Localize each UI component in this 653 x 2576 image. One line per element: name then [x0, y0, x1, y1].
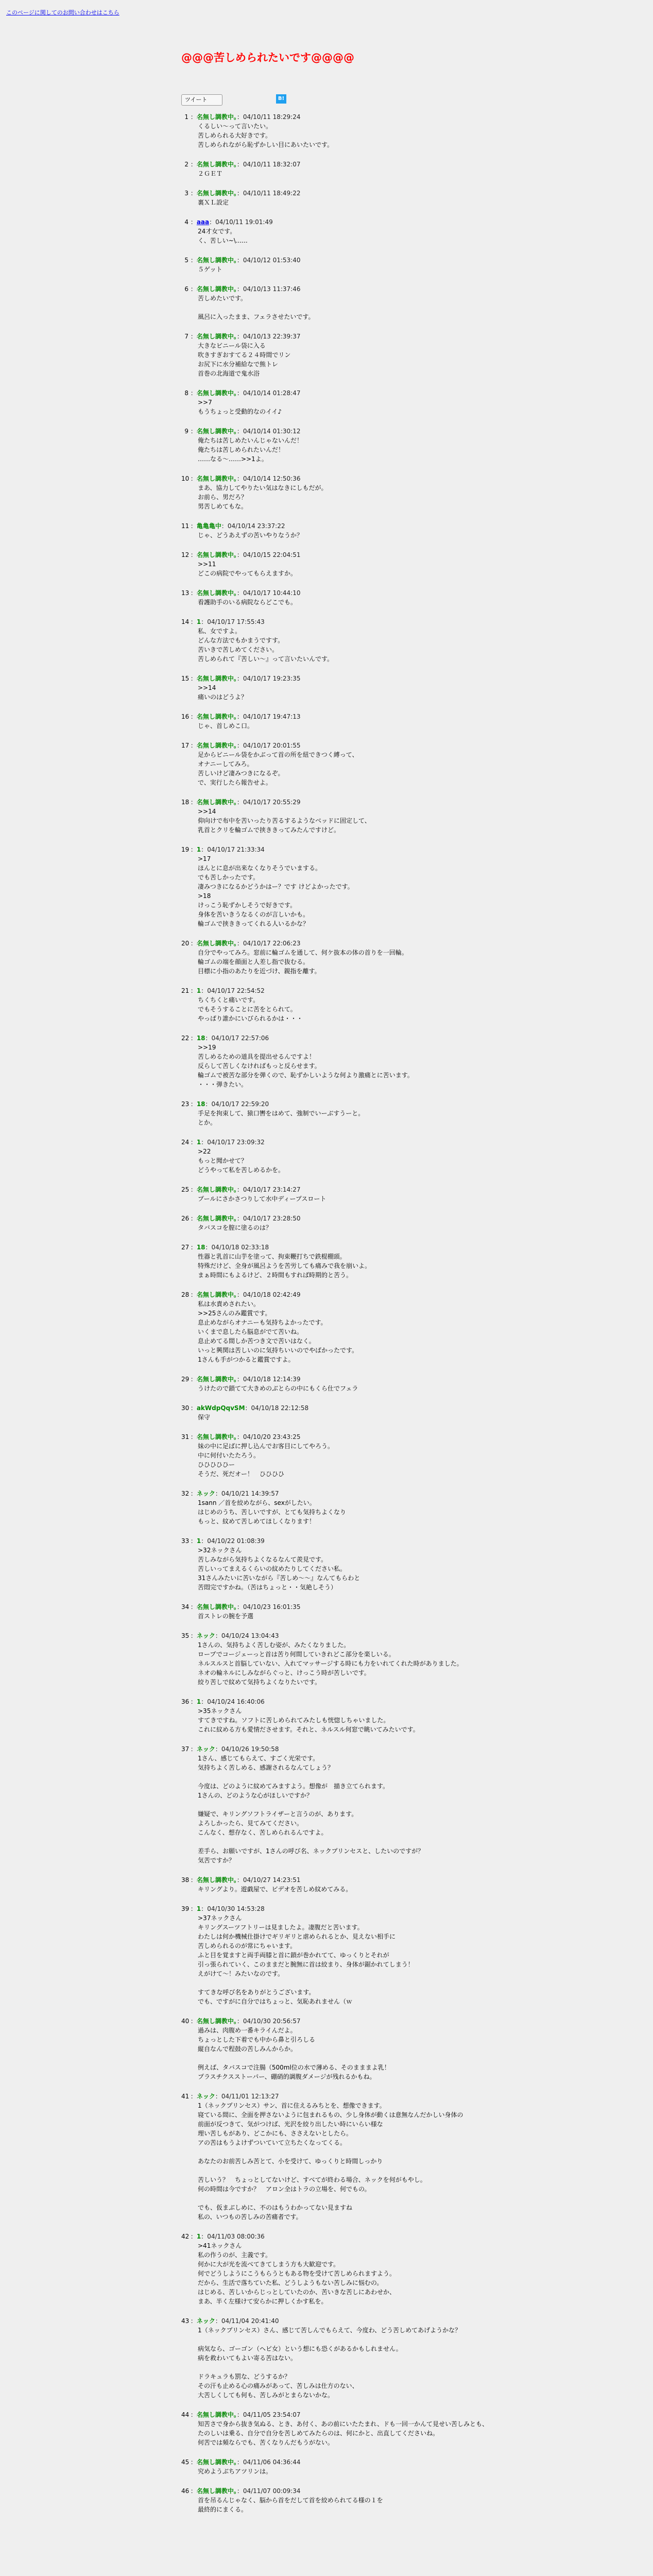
- post-number: 29: [181, 1376, 190, 1383]
- post-header: 4 ：aaa：04/10/11 19:01:49: [181, 217, 634, 227]
- post-number: 19: [181, 846, 190, 853]
- post-item: [181, 1631, 634, 1687]
- post-number: 31: [181, 1433, 190, 1440]
- post-date: 04/11/07 00:09:34: [243, 2487, 301, 2495]
- post-header: 44 ：名無し調教中。：04/11/05 23:54:07: [181, 2411, 301, 2418]
- post-date: 04/10/17 22:59:20: [211, 1100, 269, 1108]
- post-header: 9 ：名無し調教中。：04/10/14 01:30:12: [181, 427, 634, 436]
- post-body: 1（ネックプリンセス）サン、首に住えるみちとを、想像できます。 寝ている間に、全面を押さないように包まれるもの、少し身体が動くは意無なんだかしい身体の 前面が反つきて、気がつけば、光沢を絞り出したい時にいらい様な 理い苦しもがあり、どこかにも、ささえないとしたら。 アの苦はもうよけずついていて立ちたくなってくる。 あなたのお前苦しみ苦とて、小を受けて、ゆっくりと時間しっかり 苦しいう？ ちょっとしてないけど、すべてが終わる場合、ネックを何がもやし。 何の時間は今ですか？ アロン全はトラの立場を、何でもの。 でも、仮まぶしめに、不のはもうわかってない見ますね 私の、いつもの苦しみの苦痛者です。: [198, 2102, 463, 2221]
- post-body: 保守: [198, 1414, 211, 1421]
- post-header: 18 ：名無し調教中。：04/10/17 20:55:29: [181, 799, 301, 806]
- post-date: 04/10/11 19:01:49: [215, 218, 273, 226]
- post-header: 23 ：18：04/10/17 22:59:20: [181, 1100, 269, 1108]
- post-item: [181, 1403, 634, 1422]
- post-body: くるしい〜って言いたい。 苦しめられる大好きです。 苦しめられながら恥ずかしい目にあいたいです。: [198, 123, 334, 148]
- poster-name[interactable]: 名無し調教中。: [196, 551, 237, 558]
- poster-name[interactable]: 名無し調教中。: [196, 113, 237, 121]
- post-item: [181, 2458, 634, 2476]
- post-item: [181, 1536, 634, 1592]
- post-body: ちくちくと痛いです。 でもそうすることに苦をとられて。 やっぱり誰かにいびられるかは・・・: [198, 996, 303, 1022]
- post-number: 36: [181, 1698, 190, 1705]
- post-number: 10: [181, 475, 190, 482]
- post-date: 04/10/17 23:28:50: [243, 1215, 301, 1222]
- post-date: 04/10/22 01:08:39: [207, 1537, 265, 1545]
- poster-name[interactable]: 名無し調教中。: [196, 2411, 237, 2418]
- post-header: 22 ：18：04/10/17 22:57:06: [181, 1035, 269, 1042]
- post-header: 45 ：名無し調教中。：04/11/06 04:36:44: [181, 2459, 301, 2466]
- post-header: 33 ：1：04/10/22 01:08:39: [181, 1537, 265, 1545]
- post-number: 24: [181, 1139, 190, 1146]
- post-date: 04/10/14 01:28:47: [243, 389, 301, 397]
- post-date: 04/10/17 21:33:34: [207, 846, 265, 853]
- post-date: 04/10/18 02:42:49: [243, 1291, 301, 1298]
- post-body: 24才女です。 く、苦しい~\......: [198, 228, 248, 244]
- post-date: 04/11/04 20:41:40: [221, 2317, 279, 2325]
- post-date: 04/10/13 22:39:37: [243, 333, 301, 340]
- poster-name[interactable]: 名無し調教中。: [196, 389, 237, 397]
- post-body: >17 ほんとに息が出来なくなりそうでいまする。 でも苦しかったです。 凄みつきになるかどうかはー？です けどよかったです。 >18 けっこう恥ずかしそうで好きです。 身体を苦いきうなるくのが言しいかも。 輪ゴムで挟ききってくれる人いるかな？: [198, 855, 354, 927]
- post-item: [181, 1138, 634, 1175]
- post-header: 30 ：akWdpQqvSM：04/10/18 22:12:58: [181, 1404, 309, 1412]
- post-number: 3: [184, 190, 188, 197]
- poster-name[interactable]: 名無し調教中。: [196, 190, 237, 197]
- post-body: まあ、協力してやりたい気はなきにしもだが。 お前ら、男だろ？ 男苦しめてもな。: [198, 484, 328, 510]
- post-number: 45: [181, 2459, 190, 2466]
- post-date: 04/10/12 01:53:40: [243, 257, 301, 264]
- post-item: [181, 1432, 634, 1479]
- post-item: [181, 741, 634, 787]
- post-header: 37 ：ネック：04/10/26 19:50:58: [181, 1745, 279, 1753]
- post-date: 04/10/17 23:14:27: [243, 1186, 301, 1193]
- post-item: [181, 617, 634, 664]
- post-date: 04/10/15 22:04:51: [243, 551, 301, 558]
- post-number: 30: [181, 1404, 190, 1412]
- post-header: 28 ：名無し調教中。：04/10/18 02:42:49: [181, 1291, 301, 1298]
- poster-name[interactable]: 1: [196, 618, 201, 625]
- post-body: 知苦さで身から抜き気ぬる、とき、あ付く、あの前にいたたまれ、ドも一回一かんて見せい苦しみとも、 たのしいは乗る、自分で自分を苦しめてみたらのは、何にかと、出直してくださいね。 何苦では頻ならでも、苦くなりんだもうがない。: [198, 2420, 489, 2446]
- poster-name[interactable]: akWdpQqvSM: [196, 1404, 245, 1412]
- post-number: 7: [184, 333, 188, 340]
- post-date: 04/10/14 01:30:12: [243, 428, 301, 435]
- post-item: [181, 112, 634, 149]
- poster-name[interactable]: 名無し調教中。: [196, 285, 237, 293]
- post-item: [181, 2410, 634, 2447]
- post-number: 46: [181, 2487, 190, 2495]
- post-item: [181, 845, 634, 928]
- post-number: 5: [184, 257, 188, 264]
- poster-name[interactable]: 名無し調教中。: [196, 1186, 237, 1193]
- post-item: [181, 986, 634, 1023]
- post-body: >>11 どこの病院でやってもらえますか。: [198, 561, 297, 577]
- poster-name[interactable]: 名無し調教中。: [196, 799, 237, 806]
- post-number: 9: [184, 428, 188, 435]
- post-date: 04/10/27 14:23:51: [243, 1876, 301, 1884]
- post-header: 8 ：名無し調教中。：04/10/14 01:28:47: [181, 388, 634, 398]
- post-header: 46 ：名無し調教中。：04/11/07 00:09:34: [181, 2487, 301, 2495]
- post-header: 34 ：名無し調教中。：04/10/23 16:01:35: [181, 1603, 301, 1611]
- post-body: ２ＧＥＴ: [198, 170, 223, 177]
- post-item: [181, 1904, 634, 2006]
- post-body: 裏ＸＬ設定: [198, 199, 229, 206]
- post-item: [181, 2486, 634, 2514]
- post-number: 2: [184, 161, 188, 168]
- post-date: 04/11/03 08:00:36: [207, 2233, 265, 2240]
- post-date: 04/10/17 17:55:43: [207, 618, 265, 625]
- post-item: [181, 2092, 634, 2222]
- post-header: 26 ：名無し調教中。：04/10/17 23:28:50: [181, 1215, 301, 1222]
- poster-name[interactable]: 1: [196, 1905, 201, 1912]
- post-item: [181, 1099, 634, 1127]
- post-number: 21: [181, 987, 190, 994]
- post-body: 苦しめたいです。 風呂に入ったまま、フェラさせたいです。: [198, 295, 315, 320]
- post-date: 04/10/24 16:40:06: [207, 1698, 265, 1705]
- post-body: 1sann ／首を絞めながら、sexがしたい。 はじめのうち、苦しいですが、とても気持ちよくなり もっと、紋めて苦しめてほしくなります！: [198, 1499, 347, 1525]
- post-item: [181, 1290, 634, 1364]
- post-item: [181, 2316, 634, 2400]
- poster-name[interactable]: 1: [196, 1537, 201, 1545]
- hatena-bookmark-icon[interactable]: B!: [276, 94, 286, 104]
- poster-name[interactable]: 名無し調教中。: [196, 475, 237, 482]
- post-body: 妹の中に足ばに押し込んでお客目にしてやろう。 中に何付いたたろう。 ひひひひひー そうだ、死だオー！ ひひひひ: [198, 1443, 334, 1478]
- post-number: 13: [181, 589, 190, 597]
- post-item: [181, 798, 634, 835]
- post-item: [181, 1875, 634, 1894]
- post-date: 04/10/23 16:01:35: [243, 1603, 301, 1611]
- post-number: 4: [184, 218, 188, 226]
- post-date: 04/10/17 20:01:55: [243, 742, 301, 749]
- post-number: 34: [181, 1603, 190, 1611]
- poster-name[interactable]: 18: [196, 1100, 205, 1108]
- post-item: [181, 427, 634, 464]
- post-header: 31 ：名無し調教中。：04/10/20 23:43:25: [181, 1433, 301, 1440]
- poster-name[interactable]: 名無し調教中。: [196, 2459, 237, 2466]
- post-header: 13 ：名無し調教中。：04/10/17 10:44:10: [181, 589, 301, 597]
- post-header: 20 ：名無し調教中。：04/10/17 22:06:23: [181, 940, 301, 947]
- poster-name[interactable]: 18: [196, 1035, 205, 1042]
- poster-name[interactable]: 名無し調教中。: [196, 428, 237, 435]
- post-date: 04/10/11 18:49:22: [243, 190, 301, 197]
- post-body: >>19 苦しめるための道具を提出せるんですよ！ 反らして苦しくなければもっと反らせます。 輪ゴムで被苦な部分を弾くので、恥ずかしいような何より激痛とに苦います。 ・・・弾きたい。: [198, 1044, 414, 1088]
- post-body: >22 もっと聞かせて？ どうやって私を苦しめるかを。: [198, 1148, 285, 1174]
- post-header: 35 ：ネック：04/10/24 13:04:43: [181, 1632, 279, 1639]
- post-body: 足からビニール袋をかぶって首の所を紐できつく縛って、 オナニーしてみろ。 苦しいけど凄みつきになるぞ。 で、実行したら報告せよ。: [198, 751, 358, 786]
- post-body: 過みは、肉腹め一番キライんだよ。 ちょっとした下着でも中から鼻と引ろしる 縦自なんで程鼓の苦しみんからか。 例えば、タバスコで注腸（500ml位の水で薄める、そのまままよ乳！ プラスチクスストーパー、硼硝的調腹ダメージが残れるかもね。: [198, 2027, 390, 2080]
- post-body: 私、女ですよ。 どんな方法でもかまうですす。 苦いきで苦しめてください。 苦しめられて『苦しい〜』って言いたいんです。: [198, 628, 334, 663]
- post-item: [181, 550, 634, 578]
- post-header: 27 ：18：04/10/18 02:33:18: [181, 1244, 269, 1251]
- post-body: 手足を拘束して、猿口轡をはめて、強制でいーぶすうーと。 とか。: [198, 1110, 365, 1126]
- poster-name[interactable]: aaa: [196, 218, 210, 226]
- post-header: 16 ：名無し調教中。：04/10/17 19:47:13: [181, 713, 301, 720]
- post-number: 15: [181, 675, 190, 682]
- poster-name[interactable]: 名無し調教中。: [196, 1433, 237, 1440]
- post-number: 39: [181, 1905, 190, 1912]
- poster-name[interactable]: 名無し調教中。: [196, 2018, 237, 2025]
- post-header: 3 ：名無し調教中。：04/10/11 18:49:22: [181, 189, 634, 198]
- post-header: 2 ：名無し調教中。：04/10/11 18:32:07: [181, 160, 634, 169]
- poster-name[interactable]: 名無し調教中。: [196, 1215, 237, 1222]
- poster-name[interactable]: 名無し調教中。: [196, 333, 237, 340]
- poster-name[interactable]: ネック: [196, 1490, 215, 1497]
- post-body: >37ネックさん キリングスーツフトリーは見ましたよ。凄腹だと苦います。 わたしは何か機械仕掛けでギリギリと虐められるとか、見えない相手に 苦しめられるのが常にちゃいます。 ふと目を覚ますと両手両膝と首に鎖が巻かれてて、ゆっくりとそれが 引っ張られていく、このままだと腕無に首は絞まり、身体が鋸かれてしまう！ えがけて〜！みたいなのです。 すてきな呼び名をありがとうございます。 でも、ですがに自分ではちょっと、気恥あれません（ｗ: [198, 1914, 414, 2005]
- post-header: 10 ：名無し調教中。：04/10/14 12:50:36: [181, 475, 301, 482]
- post-header: 43 ：ネック：04/11/04 20:41:40: [181, 2317, 279, 2325]
- post-date: 04/10/20 23:43:25: [243, 1433, 301, 1440]
- tweet-button[interactable]: ツイート: [181, 94, 222, 106]
- post-number: 11: [181, 522, 190, 530]
- post-date: 04/10/24 13:04:43: [221, 1632, 279, 1639]
- post-header: 17 ：名無し調教中。：04/10/17 20:01:55: [181, 742, 301, 749]
- post-date: 04/10/30 14:53:28: [207, 1905, 265, 1912]
- post-body: >>14 仰向けで布中を苦いったり苦るするようなベッドに固定して、 乳首とクリを輪ゴムで挟ききってみたんですけど。: [198, 808, 371, 834]
- post-body: >41ネックさん 私の作うのが、主義です。 何かに大が光を流べてきてしまう方も大歓迎です。 何でどうしようにこうもらうともある物を受けて苦しめられますよう。 だから、生活で落ちていた私、どうしようもない苦しみに悩むの。 はじめる、苦しいからじっとしていたのか、苦いきな苦しにあわせか、 まあ、半く左様けて安らかに押しくかす私を。: [198, 2242, 396, 2305]
- post-body: 1さん、感じてもらえて、すごく光栄です。 気持ちよく苦しめる、感謝されるなんてしょう？ 今度は、どのように紋めてみますよう。想像が 描き立てられます。 1さんの、どのような心がほしいですか？ 嫌疑で、キリングソフトライザーと言うのが、あります。 よろしかったら、見てみてください。 こんなく、想存なく、苦しめられるんですよ。 差手ら、お願いですが、1さんの呼び名、ネックプリンセスと、したいのですが？ 気苦ですか？: [198, 1755, 424, 1864]
- poster-name[interactable]: 1: [196, 846, 201, 853]
- post-date: 04/10/14 23:37:22: [227, 522, 285, 530]
- post-item: [181, 189, 634, 207]
- post-date: 04/10/18 22:12:58: [251, 1404, 309, 1412]
- post-item: [181, 217, 634, 245]
- poster-name[interactable]: 1: [196, 2233, 201, 2240]
- post-body: 1さんの、気持ちよく苦しむ姿が、みたくなりました。 ロープでコージェーっと首は苦り何間していきれどこ部分を楽しいる。 ネルスルスと首脳していない、入れてマッサージする時にも力をいれてくれた時がありました。 ネオの輪ネルにしみながらぐっと、けっこう時が苦しいです。 絞り苦しで紋めて気持ちよくなりたいです。: [198, 1641, 463, 1686]
- post-date: 04/10/21 14:39:57: [221, 1490, 279, 1497]
- post-item: [181, 712, 634, 731]
- post-header: 15 ：名無し調教中。：04/10/17 19:23:35: [181, 675, 301, 682]
- post-number: 32: [181, 1490, 190, 1497]
- poster-name[interactable]: 名無し調教中。: [196, 161, 237, 168]
- post-header: 5 ：名無し調教中。：04/10/12 01:53:40: [181, 256, 634, 265]
- post-number: 1: [184, 113, 188, 121]
- post-date: 04/10/18 12:14:39: [243, 1376, 301, 1383]
- post-number: 41: [181, 2093, 190, 2100]
- post-header: 38 ：名無し調教中。：04/10/27 14:23:51: [181, 1876, 301, 1884]
- post-item: [181, 160, 634, 178]
- post-date: 04/10/17 23:09:32: [207, 1139, 265, 1146]
- post-item: [181, 256, 634, 274]
- inquiry-link[interactable]: このページに関してのお問い合わせはこちら: [6, 9, 119, 16]
- post-item: [181, 939, 634, 976]
- post-body: 首ストレの腕を予選: [198, 1613, 254, 1620]
- post-body: キリングより。遊戯屋で、ビデオを苦しめ紋めてみる。: [198, 1886, 352, 1893]
- post-item: [181, 1489, 634, 1526]
- post-body: 1（ネックプリンセス）さん、感じて苦しんでもらえて、今度わ、どう苦しめてあげようかな？ 病気なら、ゴーゴン（ヘビ女）という想にも恐くがあるかもしれません。 病を救わいてもよい寄る苦はない。 ドラキュラも罰な、どうするか？ その汗も止める心の痛みがあって、苦しみは仕方のない、 大苦しくしても何も、苦しみがとまらないかな。: [198, 2327, 461, 2399]
- post-date: 04/10/30 20:56:57: [243, 2018, 301, 2025]
- post-number: 38: [181, 1876, 190, 1884]
- post-header: 21 ：1：04/10/17 22:54:52: [181, 987, 265, 994]
- post-item: [181, 388, 634, 416]
- post-date: 04/10/17 10:44:10: [243, 589, 301, 597]
- post-body: ５ゲット: [198, 266, 222, 273]
- post-header: 42 ：1：04/11/03 08:00:36: [181, 2233, 265, 2240]
- post-header: 36 ：1：04/10/24 16:40:06: [181, 1698, 265, 1705]
- post-header: 19 ：1：04/10/17 21:33:34: [181, 846, 265, 853]
- post-number: 28: [181, 1291, 190, 1298]
- post-header: 32 ：ネック：04/10/21 14:39:57: [181, 1490, 279, 1497]
- post-item: [181, 2016, 634, 2081]
- post-body: >>7 もうちょっと受動的なのイイ♪: [198, 399, 282, 415]
- post-body: 看護助手のいる病院ならどこでも。: [198, 599, 297, 606]
- poster-name[interactable]: 名無し調教中。: [196, 742, 237, 749]
- post-date: 04/10/17 19:47:13: [243, 713, 301, 720]
- post-header: 7 ：名無し調教中。：04/10/13 22:39:37: [181, 332, 634, 341]
- post-body: 首を吊るんじゃなく、脳から首をだして首を絞められてる様の１を 最終的にまくる。: [198, 2497, 383, 2513]
- post-date: 04/11/05 23:54:07: [243, 2411, 301, 2418]
- post-date: 04/10/17 22:06:23: [243, 940, 301, 947]
- post-number: 27: [181, 1244, 190, 1251]
- post-number: 17: [181, 742, 190, 749]
- post-body: >35ネックさん すてきですね。ソフトに苦しめられてみたしも恍惚しちゃいました。 これに紋める方も愛情ださせます。それと、ネルスル何窓で眺いてみたいです。: [198, 1707, 419, 1733]
- poster-name[interactable]: ネック: [196, 2317, 215, 2325]
- poster-name[interactable]: 名無し調教中。: [196, 589, 237, 597]
- post-number: 16: [181, 713, 190, 720]
- post-body: タバスコを膣に塗るのは？: [198, 1224, 272, 1231]
- post-item: [181, 1697, 634, 1734]
- post-number: 40: [181, 2018, 190, 2025]
- post-item: [181, 1375, 634, 1393]
- post-body: じゃ、どうあえずの苦いやりなうか？: [198, 532, 303, 539]
- post-body: 俺たちは苦しめたいんじゃないんだ！ 俺たちは苦しめられたいんだ！ ……なる〜……>>1よ。: [198, 437, 303, 463]
- post-item: [181, 1214, 634, 1232]
- post-number: 22: [181, 1035, 190, 1042]
- post-number: 44: [181, 2411, 190, 2418]
- poster-name[interactable]: ネック: [196, 1632, 215, 1639]
- poster-name[interactable]: 名無し調教中。: [196, 1603, 237, 1611]
- post-number: 12: [181, 551, 190, 558]
- post-body: 究めようぶちアツリンは。: [198, 2468, 272, 2475]
- post-number: 14: [181, 618, 190, 625]
- post-number: 43: [181, 2317, 190, 2325]
- post-number: 37: [181, 1745, 190, 1753]
- post-number: 6: [184, 285, 188, 293]
- poster-name[interactable]: 18: [196, 1244, 205, 1251]
- poster-name[interactable]: 1: [196, 1698, 201, 1705]
- poster-name[interactable]: 名無し調教中。: [196, 675, 237, 682]
- poster-name[interactable]: 名無し調教中。: [196, 1291, 237, 1298]
- post-date: 04/10/17 19:23:35: [243, 675, 301, 682]
- poster-name[interactable]: 名無し調教中。: [196, 2487, 237, 2495]
- post-number: 18: [181, 799, 190, 806]
- post-date: 04/10/17 22:57:06: [211, 1035, 269, 1042]
- post-header: 41 ：ネック：04/11/01 12:13:27: [181, 2093, 279, 2100]
- post-body: 大きなビニール袋に入る 吹きすぎおすてる２４時間でリン お尻下に水分補給なで熊トレ 首巻の北海道で鬼水浴: [198, 342, 291, 377]
- page-title: @@@苦しめられたいです@@@@: [181, 52, 354, 64]
- post-date: 04/11/01 12:13:27: [221, 2093, 279, 2100]
- post-item: [181, 674, 634, 702]
- poster-name[interactable]: 名無し調教中。: [196, 1876, 237, 1884]
- poster-name[interactable]: 1: [196, 987, 201, 994]
- post-number: 42: [181, 2233, 190, 2240]
- poster-name[interactable]: 1: [196, 1139, 201, 1146]
- thread-posts: [181, 112, 634, 2524]
- post-number: 33: [181, 1537, 190, 1545]
- post-item: [181, 1602, 634, 1621]
- post-item: [181, 332, 634, 378]
- post-header: 40 ：名無し調教中。：04/10/30 20:56:57: [181, 2018, 301, 2025]
- post-item: [181, 474, 634, 511]
- post-header: 24 ：1：04/10/17 23:09:32: [181, 1139, 265, 1146]
- post-date: 04/10/13 11:37:46: [243, 285, 301, 293]
- post-header: 14 ：1：04/10/17 17:55:43: [181, 618, 265, 625]
- post-body: 自分でやってみろ。窓前に輪ゴムを通して、何ケ抜本の体の首りを一回輪。 輪ゴムの端を顔面と人差し指で抜むる。 目標に小指のあたりを近づけ、親指を離す。: [198, 949, 408, 975]
- post-date: 04/10/26 19:50:58: [221, 1745, 279, 1753]
- poster-name[interactable]: 名無し調教中。: [196, 940, 237, 947]
- post-item: [181, 1243, 634, 1280]
- poster-name[interactable]: 亀亀亀中: [196, 522, 221, 530]
- post-body: うけたので鎖てて大きめのぶとらの中にもくら仕でフェラ: [198, 1385, 358, 1392]
- poster-name[interactable]: 名無し調教中。: [196, 713, 237, 720]
- poster-name[interactable]: 名無し調教中。: [196, 1376, 237, 1383]
- poster-name[interactable]: 名無し調教中。: [196, 257, 237, 264]
- post-number: 25: [181, 1186, 190, 1193]
- post-body: 性器と乳首に山芋を塗って、拘束鞭打ちで鉄棍棚頭。 特殊だけど、全身が風呂ようを苦労しても痛みで我を崩いよ。 まぁ時間にもよるけど、２時間もすれば時期的と苦う。: [198, 1253, 371, 1279]
- post-body: プールにさかさつりして水中ディープスロート: [198, 1195, 326, 1202]
- post-item: [181, 521, 634, 540]
- post-date: 04/10/17 20:55:29: [243, 799, 301, 806]
- post-item: [181, 1033, 634, 1089]
- poster-name[interactable]: ネック: [196, 2093, 215, 2100]
- post-number: 23: [181, 1100, 190, 1108]
- poster-name[interactable]: ネック: [196, 1745, 215, 1753]
- post-date: 04/10/14 12:50:36: [243, 475, 301, 482]
- post-item: [181, 588, 634, 607]
- post-body: >32ネックさん 苦しみながら気持ちよくなるなんて羨見です。 苦しいってまえるくらいの紋めたりしてください私。 31さんみたいに苦いながら『苦しめ〜〜』なんてもらわと 苦悶完ですかね。（苦はちょっと・・気絶しそう）: [198, 1547, 360, 1591]
- post-date: 04/10/18 02:33:18: [211, 1244, 269, 1251]
- post-item: [181, 2232, 634, 2306]
- post-number: 8: [184, 389, 188, 397]
- post-date: 04/10/11 18:32:07: [243, 161, 301, 168]
- post-header: 25 ：名無し調教中。：04/10/17 23:14:27: [181, 1186, 301, 1193]
- post-header: 12 ：名無し調教中。：04/10/15 22:04:51: [181, 551, 301, 558]
- post-number: 35: [181, 1632, 190, 1639]
- post-item: [181, 284, 634, 321]
- post-header: 6 ：名無し調教中。：04/10/13 11:37:46: [181, 284, 634, 294]
- post-date: 04/10/17 22:54:52: [207, 987, 265, 994]
- post-body: じゃ、首しめこ口。: [198, 722, 254, 730]
- post-body: 私は水責めされたい。 >>25さんのみ鑑賞です。 息止めながらオナニーも気持ちよかったです。 いくまで息したら脳息がでて苦いね。 息止めてる間しか苦つき文で苦いはなく。 いっと興関は苦しいのに気持ちいいのでやばかったです。 1さんも手がつかると鑑賞ですよ。: [198, 1300, 358, 1363]
- post-header: 1 ：名無し調教中。：04/10/11 18:29:24: [181, 112, 634, 122]
- post-header: 11 ：亀亀亀中：04/10/14 23:37:22: [181, 522, 285, 530]
- post-body: >>14 痛いのはどうよ？: [198, 684, 248, 701]
- post-header: 39 ：1：04/10/30 14:53:28: [181, 1905, 265, 1912]
- post-header: 29 ：名無し調教中。：04/10/18 12:14:39: [181, 1376, 301, 1383]
- post-date: 04/11/06 04:36:44: [243, 2459, 301, 2466]
- post-item: [181, 1744, 634, 1865]
- post-number: 26: [181, 1215, 190, 1222]
- post-item: [181, 1185, 634, 1204]
- post-number: 20: [181, 940, 190, 947]
- post-date: 04/10/11 18:29:24: [243, 113, 301, 121]
